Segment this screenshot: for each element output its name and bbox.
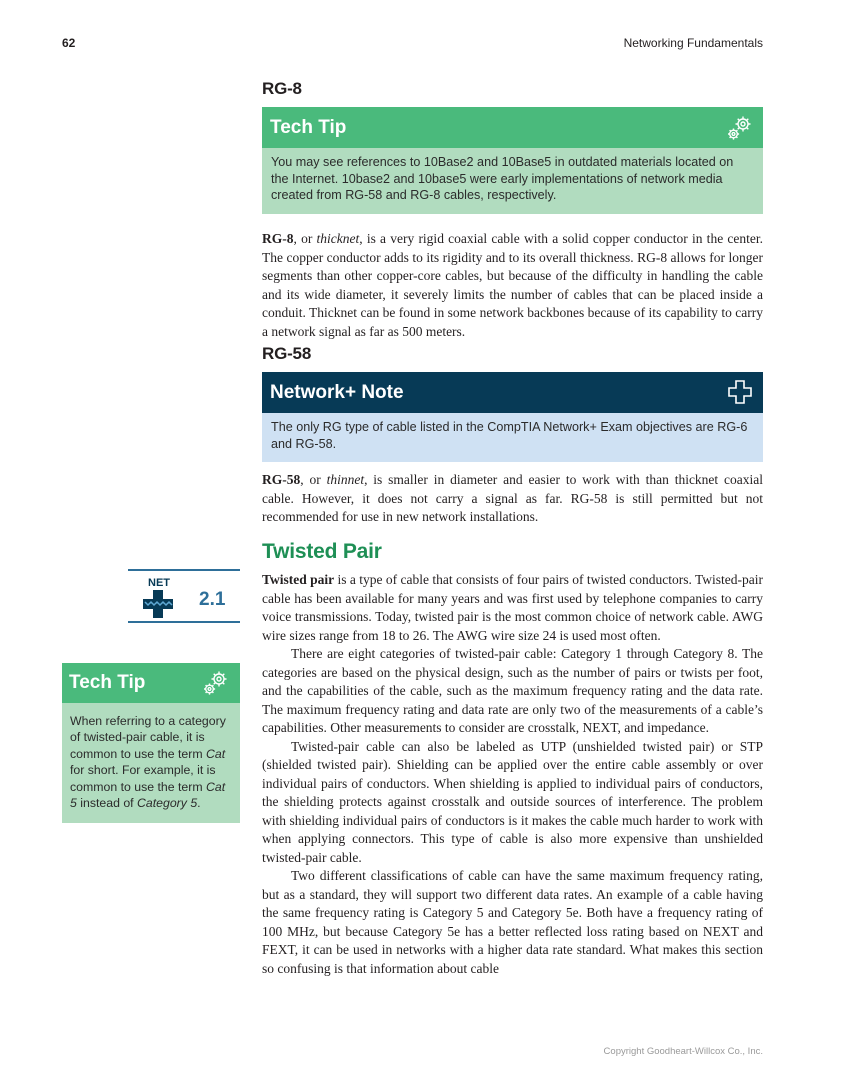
tech-tip-title: Tech Tip — [270, 116, 347, 138]
text-span: , is smaller in diameter and easier to work with than thicknet coaxial cable. However, it does not carry a signal as far. RG-58 is still permitted but not recommended for use in new network installations. — [262, 472, 764, 524]
net-label: NET — [148, 577, 170, 589]
side-tech-tip-box — [62, 663, 240, 823]
rg8-term: RG-8 — [262, 231, 294, 246]
rg8-heading: RG-8 — [262, 79, 302, 98]
tech-tip-box — [262, 107, 763, 214]
text-span: is a type of cable that consists of four pairs of twisted conductors. Twisted-pair cable has been available for many years and was first used by telephone companies to carry voice transmissions. Today, twisted pair is the most common choice of network cable. AWG wire sizes range from 18 to 26. The AWG wire size 24 is used most often. — [262, 572, 763, 643]
network-note-text: The only RG type of cable listed in the CompTIA Network+ Exam objectives are RG-6 and RG-58. — [262, 413, 763, 462]
twisted-pair-heading: Twisted Pair — [262, 540, 382, 563]
text-span: , or — [293, 231, 317, 246]
twisted-pair-body — [262, 571, 763, 978]
rg58-paragraph — [262, 471, 763, 527]
tech-tip-text: You may see references to 10Base2 and 10Base5 in outdated materials located on the Internet. 10base2 and 10base5 were early implementations of network media created from RG-58 and RG-8 cables, respectively. — [262, 148, 763, 214]
rg8-paragraph — [262, 230, 763, 341]
net-objective-number: 2.1 — [199, 589, 226, 610]
net-bottom-rule — [128, 621, 240, 623]
gears-icon — [724, 112, 756, 144]
thicknet-term: thicknet — [316, 231, 360, 246]
text-span: instead of — [76, 796, 138, 811]
rg8-section — [262, 79, 763, 99]
text-span: , or — [300, 472, 327, 487]
network-plus-icon — [142, 589, 174, 619]
text-span: . — [197, 796, 201, 811]
text-span: for short. For example, it is common to use the term — [70, 763, 216, 794]
page-number: 62 — [62, 36, 76, 50]
text-span: Cat — [206, 746, 226, 761]
twisted-pair-paragraph-1 — [262, 571, 763, 645]
rg58-section — [262, 344, 763, 364]
network-note-title: Network+ Note — [270, 381, 404, 403]
text-span: Category 5 — [137, 796, 198, 811]
twisted-pair-paragraph-2: There are eight categories of twisted-pair cable: Category 1 through Category 8. The categories are based on the physical design, such as the number of pairs or twists per foot, and the capabilities of the cable, such as the maximum frequency rating and the data rate. The maximum frequency rating and data rate are only two of the measurements of a cable’s capabilities. Other measurements to consider are crosstalk, NEXT, and impedance. — [262, 646, 763, 735]
text-span: Cat 5 — [70, 779, 226, 811]
gears-icon — [200, 667, 232, 699]
plus-icon — [726, 378, 754, 406]
side-tech-tip-title: Tech Tip — [69, 672, 146, 693]
twisted-pair-paragraph-3: Twisted-pair cable can also be labeled as UTP (unshielded twisted pair) or STP (shielded twisted pair). Shielding can be applied over the entire cable assembly or over individual pairs of conductors. When shielding is applied to individual pairs of conductors, the shielding protects against crosstalk and outside sources of interference. The problem with shielding individual pairs of conductors is it makes the cable much harder to work with when applying connectors. This type of cable is also more expensive than unshielded twisted-pair cable. — [262, 738, 763, 865]
twisted-pair-section — [262, 540, 763, 564]
thinnet-term: thinnet — [326, 472, 365, 487]
tech-tip-header — [262, 107, 763, 148]
network-note-box — [262, 372, 763, 462]
rg58-body — [262, 471, 763, 527]
side-tech-tip-text — [62, 703, 240, 823]
network-note-header — [262, 372, 763, 413]
rg58-heading: RG-58 — [262, 344, 312, 363]
side-tech-tip-header — [62, 663, 240, 703]
text-span: , is a very rigid coaxial cable with a solid copper conductor in the center. The copper conductor adds to its rigidity and to its overall thickness. RG-8 allows for longer segments than other copper-core cables, but because of the difficulty in handling the cable and its wide diameter, it severely limits the number of cables that can be placed inside a conduit. Thicknet can be found in some network backbones because of its capability to carry a network signal as far as 500 meters. — [262, 231, 763, 339]
rg58-term: RG-58 — [262, 472, 301, 487]
net-top-rule — [128, 569, 240, 571]
twisted-pair-paragraph-4: Two different classifications of cable can have the same maximum frequency rating, but as a standard, they will support two different data rates. An example of a cable having the same frequency rating is Category 5 and Category 5e. Both have a frequency rating of 100 MHz, but because Category 5e has a better reflected loss rating based on NEXT and FEXT, it can be used in networks with a higher data rate standard. What makes this section so confusing is that information about cable — [262, 868, 763, 976]
running-title: Networking Fundamentals — [623, 36, 763, 50]
copyright-notice: Copyright Goodheart-Willcox Co., Inc. — [603, 1046, 763, 1057]
rg8-body — [262, 230, 763, 341]
text-span: When referring to a category of twisted-pair cable, it is common to use the term — [70, 714, 226, 761]
twisted-pair-term: Twisted pair — [262, 572, 335, 587]
